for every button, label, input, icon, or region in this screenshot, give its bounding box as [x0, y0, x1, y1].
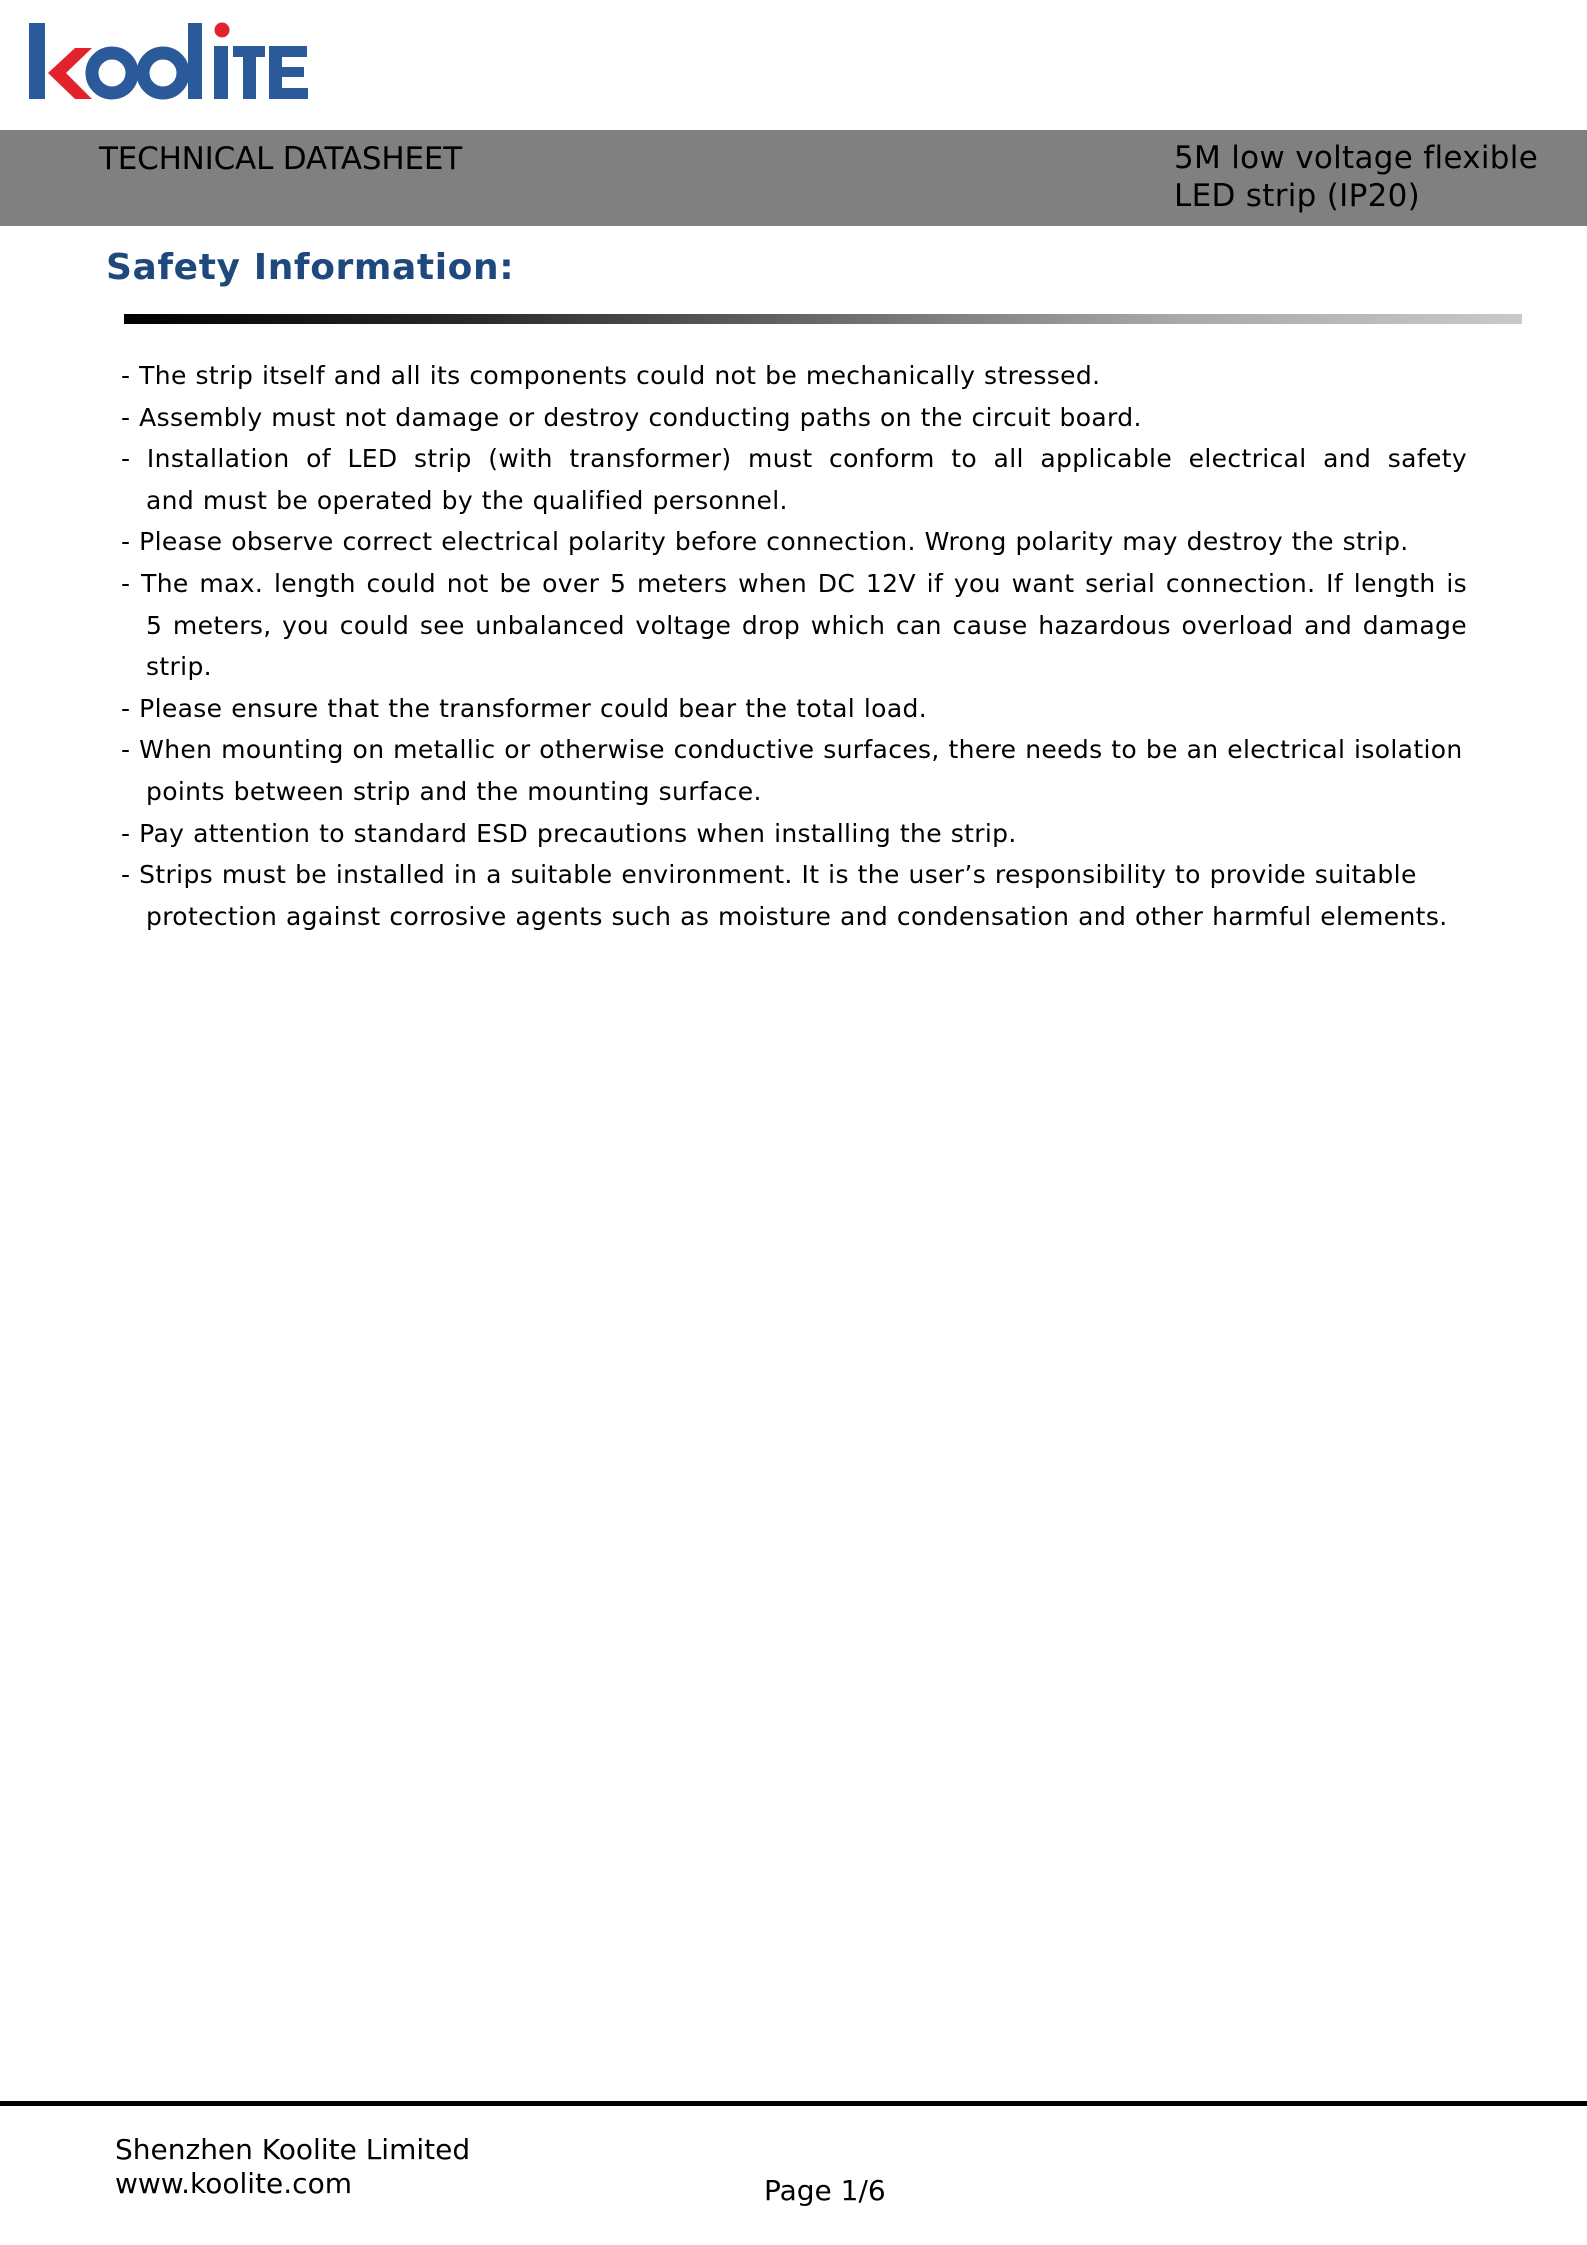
gradient-divider: [124, 314, 1522, 324]
logo-e-mid: [269, 67, 304, 77]
logo-i-stem: [214, 46, 228, 99]
footer-website-link[interactable]: www.koolite.com: [115, 2167, 352, 2200]
page-number: Page 1/6: [764, 2174, 886, 2207]
logo-k-stem: [29, 23, 45, 99]
bullet-item: [121, 854, 1467, 937]
document-type-title: TECHNICAL DATASHEET: [99, 141, 462, 177]
bullet-line: - The strip itself and all its components could not be mechanically stressed.: [121, 361, 1101, 390]
bullet-continuation-line: protection against corrosive agents such as moisture and condensation and other harmful elements.: [146, 901, 1448, 931]
footer-divider: [0, 2101, 1587, 2106]
bullet-continuation-line: points between strip and the mounting surface.: [146, 776, 762, 806]
bullet-line: - Please ensure that the transformer could bear the total load.: [121, 693, 928, 723]
koolite-logo: [26, 18, 316, 104]
bullet-item: [121, 438, 1467, 521]
product-title-line: LED strip (IP20): [1174, 178, 1421, 214]
bullet-line: - Pay attention to standard ESD precautions when installing the strip.: [121, 818, 1017, 848]
logo-e-bottom: [269, 88, 308, 99]
logo-t-stem: [243, 46, 256, 99]
logo-k-chevron: [48, 48, 92, 99]
logo-o1: [92, 53, 132, 93]
bullet-item: [121, 397, 1467, 439]
bullet-item: [121, 688, 1467, 730]
logo-i-dot: [215, 23, 230, 38]
bullet-line: - Strips must be installed in a suitable environment. It is the user’s responsibility to provide suitable: [121, 860, 1417, 890]
bullet-line: - Installation of LED strip (with transformer) must conform to all applicable electrical and safety: [121, 444, 1467, 474]
bullet-line: - Assembly must not damage or destroy conducting paths on the circuit board.: [121, 402, 1142, 432]
logo-l: [188, 23, 202, 99]
bullet-line: - Please observe correct electrical polarity before connection. Wrong polarity may destroy the strip.: [121, 527, 1409, 557]
footer-company-name: Shenzhen Koolite Limited: [115, 2133, 471, 2166]
bullet-continuation-line: and must be operated by the qualified personnel.: [146, 485, 788, 515]
product-title: [1174, 139, 1538, 215]
logo-o2: [143, 53, 183, 93]
bullet-item: [121, 729, 1467, 812]
bullet-line: - The max. length could not be over 5 meters when DC 12V if you want serial connection. If length is: [121, 568, 1467, 598]
safety-bullet-list: [121, 355, 1467, 937]
bullet-item: [121, 521, 1467, 563]
bullet-continuation-line: 5 meters, you could see unbalanced voltage drop which can cause hazardous overload and damage: [146, 610, 1467, 640]
bullet-continuation-line: strip.: [146, 652, 212, 682]
product-title-line: 5M low voltage flexible: [1174, 140, 1539, 176]
bullet-line: - When mounting on metallic or otherwise conductive surfaces, there needs to be an electrical isolation: [121, 735, 1463, 765]
bullet-item: [121, 813, 1467, 855]
logo-e-top: [269, 46, 307, 57]
header-band: [0, 130, 1587, 226]
bullet-item: [121, 563, 1467, 688]
section-title: Safety Information:: [106, 247, 515, 288]
bullet-item: [121, 355, 1467, 397]
